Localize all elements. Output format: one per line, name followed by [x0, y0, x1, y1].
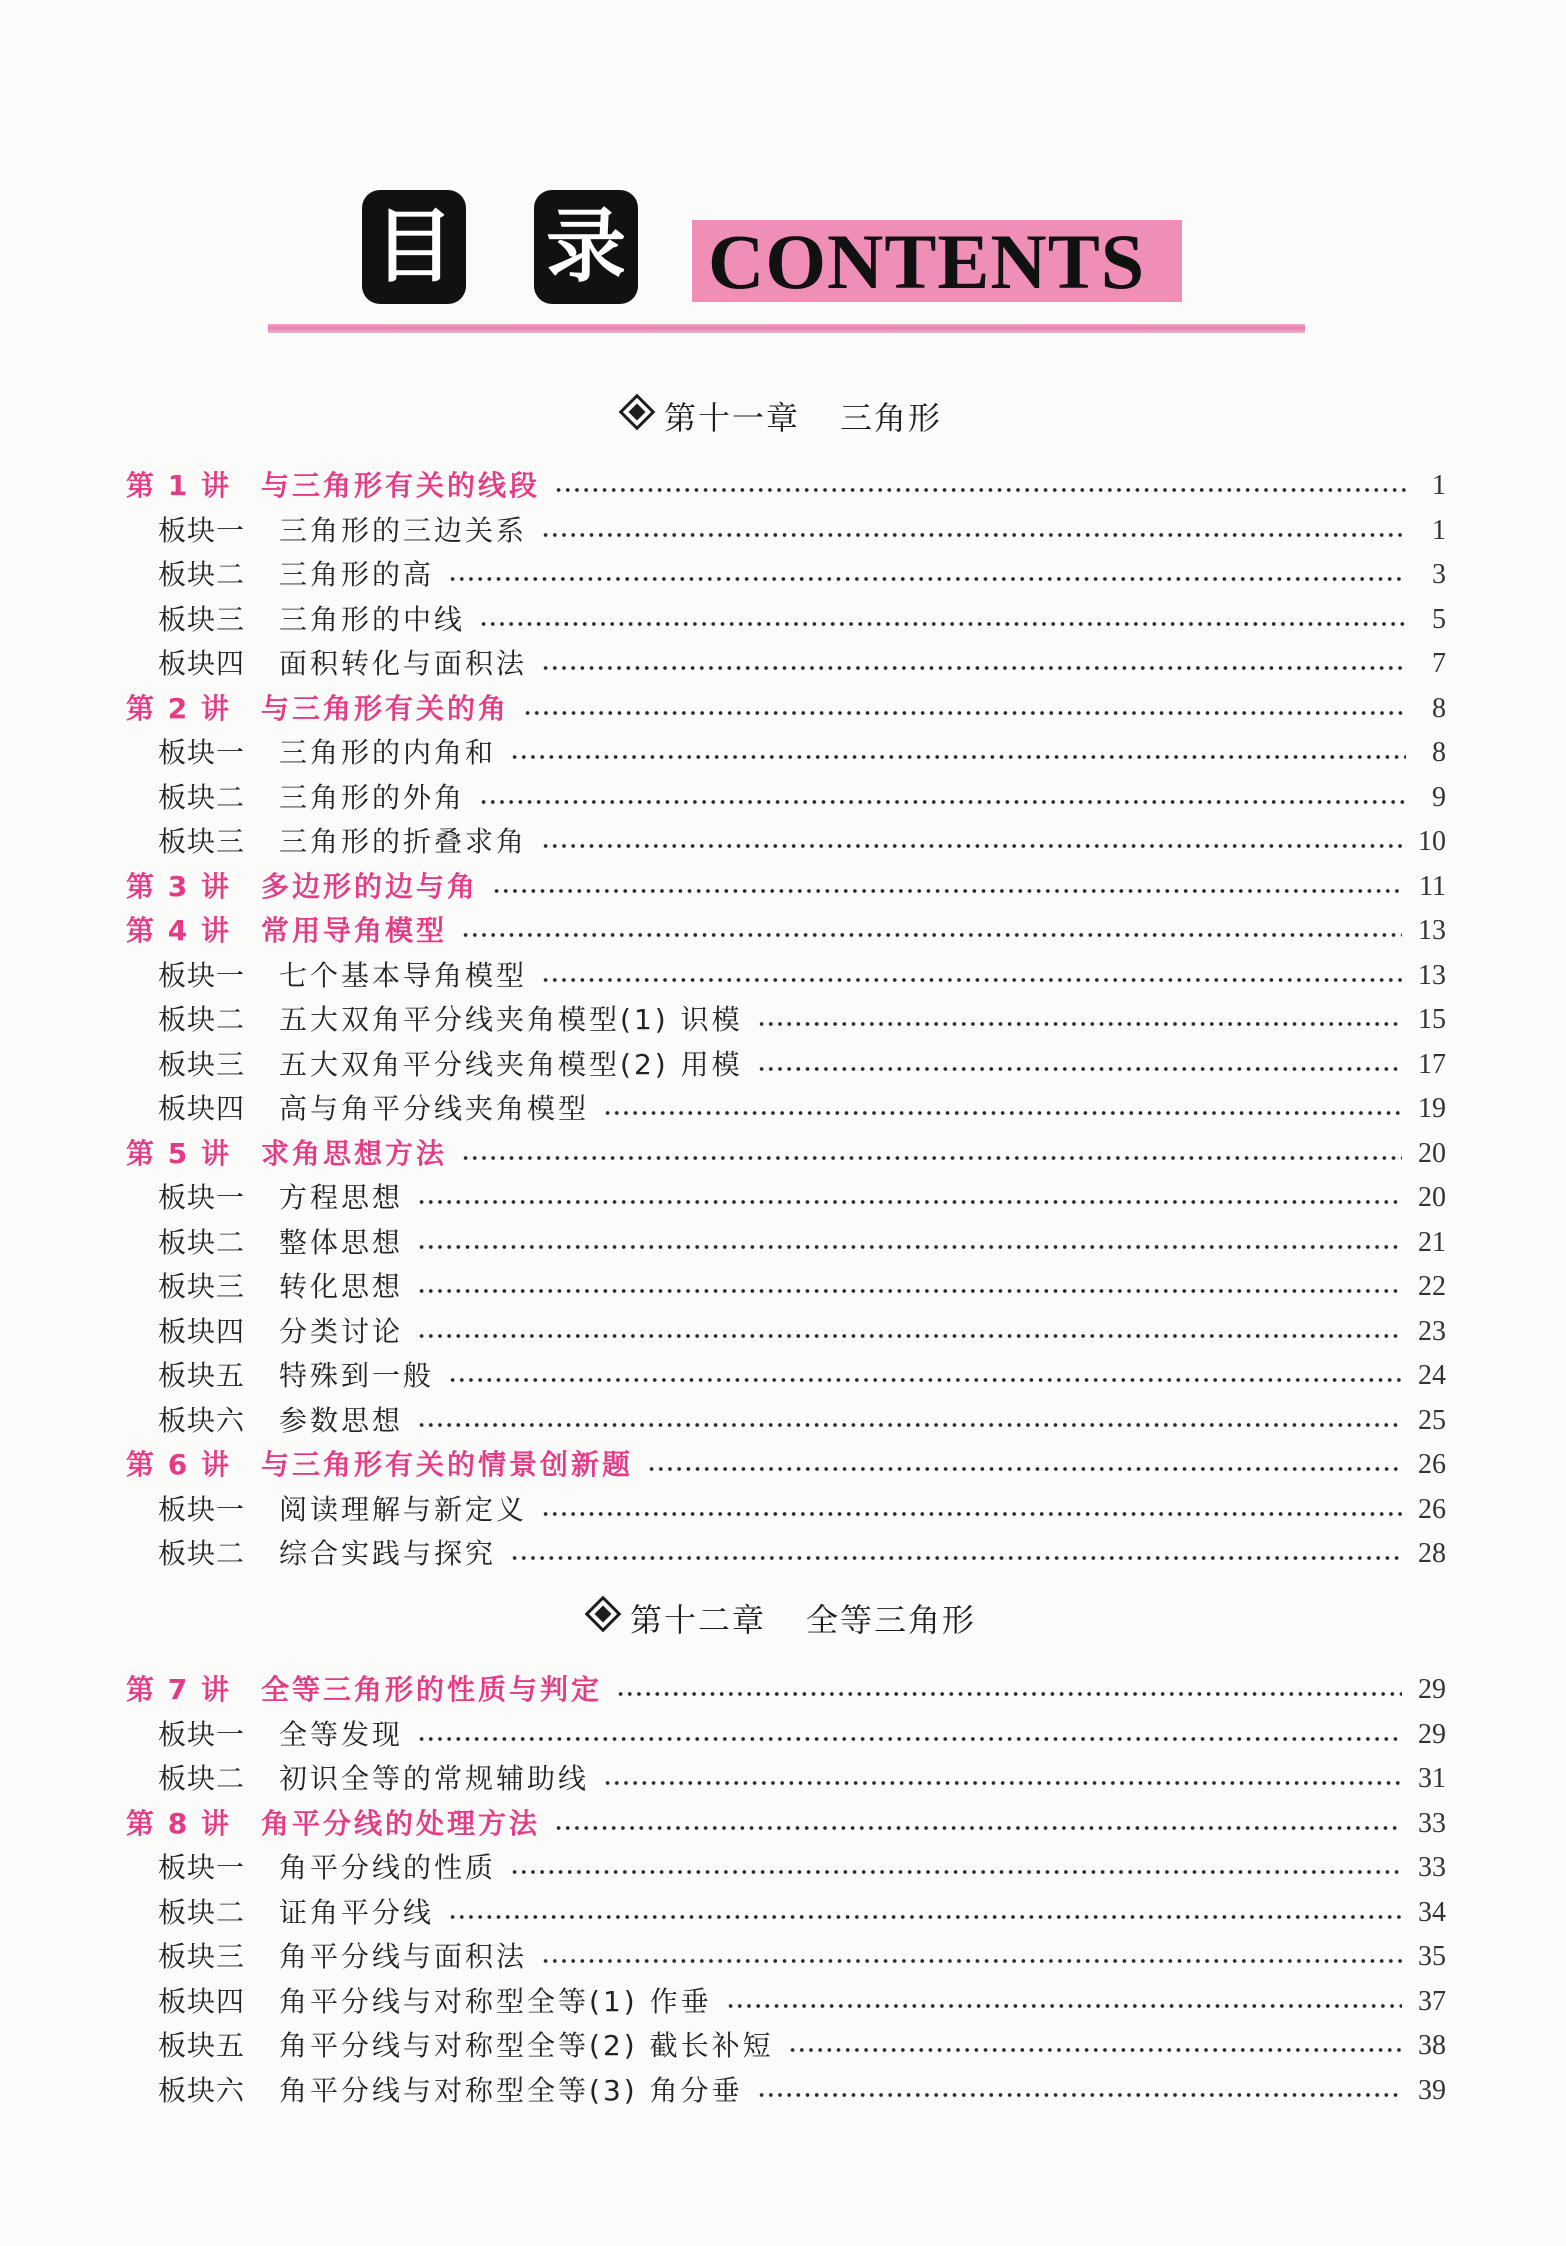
diamond-bullet-icon [619, 394, 656, 431]
toc-entry-title: 全等发现 [279, 1717, 404, 1751]
toc-entry-label: 板块六 [158, 2073, 246, 2107]
toc-block-row[interactable] [158, 820, 1446, 864]
toc-entry-label: 板块二 [158, 1003, 246, 1036]
dot-leader [479, 621, 1406, 627]
toc-block-row[interactable] [158, 1980, 1446, 2024]
chapter-title: 三角形 [840, 399, 943, 437]
toc-entry-title: 五大双角平分线夹角模型(2) 用模 [279, 1047, 743, 1081]
chapter-heading-11 [0, 398, 1566, 438]
toc-entry-label: 板块二 [158, 780, 246, 814]
dot-leader [461, 932, 1402, 938]
toc-entry-title: 三角形的三边关系 [279, 513, 528, 547]
toc-entry-label: 板块四 [158, 1314, 246, 1348]
toc-entry-title: 常用导角模型 [260, 914, 447, 947]
toc-page-number: 11 [1419, 870, 1446, 902]
toc-block-row[interactable] [158, 1488, 1446, 1532]
toc-entry-label: 第 7 讲 [126, 1673, 231, 1706]
toc-entry-label: 第 3 讲 [126, 869, 231, 903]
toc-entry-title: 特殊到一般 [279, 1359, 435, 1392]
toc-page-number: 26 [1418, 1449, 1446, 1480]
dot-leader [726, 2003, 1402, 2009]
toc-block-row[interactable] [158, 1757, 1446, 1801]
toc-page-number: 7 [1432, 648, 1446, 679]
toc-entry-label: 板块四 [158, 1984, 246, 2018]
toc-entry-label: 第 4 讲 [126, 914, 231, 947]
dot-leader [417, 1736, 1402, 1742]
toc-entry-title: 三角形的折叠求角 [279, 825, 528, 858]
toc-page-number: 29 [1418, 1718, 1446, 1750]
toc-page-number: 17 [1418, 1048, 1446, 1080]
chapter-title: 全等三角形 [806, 1601, 977, 1639]
dot-leader [448, 576, 1406, 582]
dot-leader [541, 1511, 1402, 1517]
toc-entry-label: 板块三 [158, 1047, 246, 1081]
toc-block-row[interactable] [158, 954, 1446, 998]
toc-block-row[interactable] [158, 509, 1446, 553]
chapter-label: 第十一章 [663, 399, 800, 437]
dot-leader [541, 665, 1406, 671]
toc-page-number: 34 [1418, 1896, 1446, 1928]
toc-entry-title: 求角思想方法 [260, 1136, 447, 1170]
toc-entry-title: 三角形的中线 [279, 602, 466, 636]
toc-entry-title: 七个基本导角模型 [279, 958, 528, 992]
toc-entry-title: 全等三角形的性质与判定 [260, 1673, 602, 1706]
toc-entry-title: 与三角形有关的情景创新题 [260, 1448, 633, 1481]
dot-leader [554, 487, 1406, 493]
toc-page-number: 13 [1418, 959, 1446, 991]
toc-lecture-row[interactable] [126, 909, 1446, 953]
toc-entry-title: 角平分线与对称型全等(2) 截长补短 [279, 2029, 774, 2062]
toc-lecture-row[interactable] [126, 1443, 1446, 1487]
toc-entry-title: 角平分线的处理方法 [260, 1806, 540, 1840]
toc-page-number: 8 [1432, 737, 1446, 768]
toc-page-number: 10 [1418, 826, 1446, 857]
toc-block-row[interactable] [158, 1043, 1446, 1087]
toc-block-row[interactable] [158, 2024, 1446, 2068]
toc-page-number: 38 [1418, 2030, 1446, 2061]
toc-page-number: 25 [1418, 1404, 1446, 1436]
dot-leader [417, 1333, 1402, 1339]
toc-entry-label: 第 8 讲 [126, 1806, 231, 1840]
diamond-bullet-icon [585, 1596, 622, 1633]
toc-lecture-row[interactable] [126, 865, 1446, 909]
toc-block-row[interactable] [158, 1399, 1446, 1443]
toc-block-row[interactable] [158, 1176, 1446, 1220]
toc-entry-label: 板块一 [158, 1492, 246, 1526]
dot-leader [448, 1914, 1402, 1920]
toc-page-number: 22 [1418, 1271, 1446, 1302]
toc-page-number: 37 [1418, 1985, 1446, 2017]
toc-entry-label: 板块三 [158, 1940, 246, 1973]
dot-leader [554, 1825, 1402, 1831]
toc-page-number: 20 [1418, 1137, 1446, 1169]
toc-entry-title: 高与角平分线夹角模型 [279, 1092, 590, 1125]
toc-page-number: 31 [1418, 1763, 1446, 1794]
dot-leader [417, 1422, 1402, 1428]
dot-leader [510, 1869, 1402, 1875]
toc-entry-label: 板块三 [158, 602, 246, 636]
toc-block-row[interactable] [158, 1846, 1446, 1890]
dot-leader [757, 1066, 1402, 1072]
title-char-box-2 [534, 190, 638, 304]
toc-entry-label: 第 5 讲 [126, 1136, 231, 1170]
dot-leader [510, 754, 1406, 760]
toc-page-number: 19 [1418, 1093, 1446, 1124]
dot-leader [417, 1244, 1402, 1250]
toc-entry-title: 综合实践与探究 [279, 1537, 497, 1570]
toc-entry-title: 参数思想 [279, 1403, 404, 1437]
toc-lecture-row[interactable] [126, 1132, 1446, 1176]
dot-leader [788, 2047, 1402, 2053]
contents-title: CONTENTS [708, 218, 1146, 305]
toc-entry-label: 板块五 [158, 1359, 246, 1392]
toc-entry-label: 板块一 [158, 1181, 246, 1214]
toc-entry-label: 板块二 [158, 1537, 246, 1570]
toc-block-row[interactable] [158, 1265, 1446, 1309]
toc-entry-title: 证角平分线 [279, 1895, 435, 1929]
toc-entry-title: 初识全等的常规辅助线 [279, 1762, 590, 1795]
toc-lecture-row[interactable] [126, 1802, 1446, 1846]
toc-page-number: 33 [1418, 1852, 1446, 1883]
toc-page-number: 3 [1432, 559, 1446, 590]
toc-entry-title: 面积转化与面积法 [279, 647, 528, 680]
toc-block-row[interactable] [158, 553, 1446, 597]
toc-entry-label: 板块四 [158, 647, 246, 680]
dot-leader [541, 843, 1402, 849]
toc-block-row[interactable] [158, 1935, 1446, 1979]
toc-page-number: 1 [1432, 470, 1446, 501]
toc-lecture-row[interactable] [126, 687, 1446, 731]
title-char-2: 录 [546, 200, 626, 293]
toc-entry-label: 板块一 [158, 513, 246, 547]
toc-entry-title: 角平分线的性质 [279, 1851, 497, 1884]
toc-entry-title: 与三角形有关的角 [260, 691, 509, 725]
toc-entry-title: 角平分线与面积法 [279, 1940, 528, 1973]
dot-leader [757, 2092, 1402, 2098]
toc-page-number: 21 [1418, 1226, 1446, 1258]
toc-page-number: 15 [1418, 1004, 1446, 1035]
toc-entry-label: 板块二 [158, 1762, 246, 1795]
toc-page-number: 8 [1432, 692, 1446, 724]
toc-entry-label: 板块二 [158, 1895, 246, 1929]
toc-entry-title: 阅读理解与新定义 [279, 1492, 528, 1526]
toc-entry-label: 板块六 [158, 1403, 246, 1437]
dot-leader [461, 1155, 1402, 1161]
toc-entry-title: 角平分线与对称型全等(3) 角分垂 [279, 2073, 743, 2107]
toc-page-number: 26 [1418, 1493, 1446, 1525]
toc-entry-title: 五大双角平分线夹角模型(1) 识模 [279, 1003, 743, 1036]
toc-block-row[interactable] [158, 2069, 1446, 2113]
toc-entry-title: 整体思想 [279, 1225, 404, 1259]
toc-page-number: 28 [1418, 1538, 1446, 1569]
toc-entry-label: 第 6 讲 [126, 1448, 231, 1481]
toc-page-number: 33 [1418, 1807, 1446, 1839]
toc-block-row[interactable] [158, 1221, 1446, 1265]
dot-leader [603, 1780, 1402, 1786]
dot-leader [523, 710, 1406, 716]
toc-page-number: 20 [1418, 1182, 1446, 1213]
toc-block-row[interactable] [158, 1087, 1446, 1131]
toc-entry-title: 三角形的高 [279, 558, 435, 591]
toc-page-number: 9 [1432, 781, 1446, 813]
dot-leader [541, 532, 1406, 538]
toc-entry-label: 板块一 [158, 958, 246, 992]
toc-block-row[interactable] [158, 598, 1446, 642]
toc-block-row[interactable] [158, 1891, 1446, 1935]
toc-page-number: 1 [1432, 514, 1446, 546]
toc-block-row[interactable] [158, 1713, 1446, 1757]
header-divider [268, 324, 1305, 333]
toc-block-row[interactable] [158, 731, 1446, 775]
toc-page-number: 23 [1418, 1315, 1446, 1347]
toc-entry-label: 第 1 讲 [126, 469, 231, 502]
toc-entry-title: 与三角形有关的线段 [260, 469, 540, 502]
dot-leader [492, 888, 1403, 894]
toc-entry-label: 板块一 [158, 1851, 246, 1884]
toc-page-number: 24 [1418, 1360, 1446, 1391]
toc-block-row[interactable] [158, 1310, 1446, 1354]
toc-entry-title: 三角形的外角 [279, 780, 466, 814]
dot-leader [603, 1110, 1402, 1116]
toc-entry-label: 板块四 [158, 1092, 246, 1125]
toc-page-number: 5 [1432, 603, 1446, 635]
toc-page-number: 39 [1418, 2074, 1446, 2106]
toc-entry-label: 板块五 [158, 2029, 246, 2062]
toc-lecture-row[interactable] [126, 1668, 1446, 1712]
toc-entry-title: 分类讨论 [279, 1314, 404, 1348]
toc-entry-label: 第 2 讲 [126, 691, 231, 725]
toc-entry-title: 转化思想 [279, 1270, 404, 1303]
toc-block-row[interactable] [158, 642, 1446, 686]
chapter-label: 第十二章 [629, 1601, 766, 1639]
toc-block-row[interactable] [158, 1354, 1446, 1398]
dot-leader [541, 1958, 1402, 1964]
toc-entry-title: 多边形的边与角 [260, 869, 478, 903]
page-header [362, 190, 1192, 316]
toc-page-number: 13 [1418, 915, 1446, 946]
toc-entry-label: 板块二 [158, 1225, 246, 1259]
dot-leader [479, 799, 1406, 805]
dot-leader [417, 1199, 1402, 1205]
dot-leader [541, 977, 1402, 983]
toc-page-number: 29 [1418, 1674, 1446, 1705]
toc-entry-title: 角平分线与对称型全等(1) 作垂 [279, 1984, 712, 2018]
dot-leader [448, 1377, 1402, 1383]
dot-leader [647, 1466, 1402, 1472]
toc-block-row[interactable] [158, 1532, 1446, 1576]
dot-leader [510, 1555, 1402, 1561]
toc-entry-title: 方程思想 [279, 1181, 404, 1214]
toc-block-row[interactable] [158, 998, 1446, 1042]
toc-entry-label: 板块二 [158, 558, 246, 591]
toc-entry-label: 板块三 [158, 825, 246, 858]
toc-entry-label: 板块一 [158, 736, 246, 769]
toc-entry-title: 三角形的内角和 [279, 736, 497, 769]
toc-entry-label: 板块三 [158, 1270, 246, 1303]
title-char-box-1 [362, 190, 466, 304]
dot-leader [417, 1288, 1402, 1294]
toc-page-number: 35 [1418, 1941, 1446, 1972]
dot-leader [757, 1021, 1402, 1027]
toc-entry-label: 板块一 [158, 1717, 246, 1751]
dot-leader [616, 1691, 1402, 1697]
toc-lecture-row[interactable] [126, 464, 1446, 508]
chapter-heading-12 [0, 1600, 1566, 1640]
toc-block-row[interactable] [158, 776, 1446, 820]
title-char-1: 目 [374, 200, 454, 293]
